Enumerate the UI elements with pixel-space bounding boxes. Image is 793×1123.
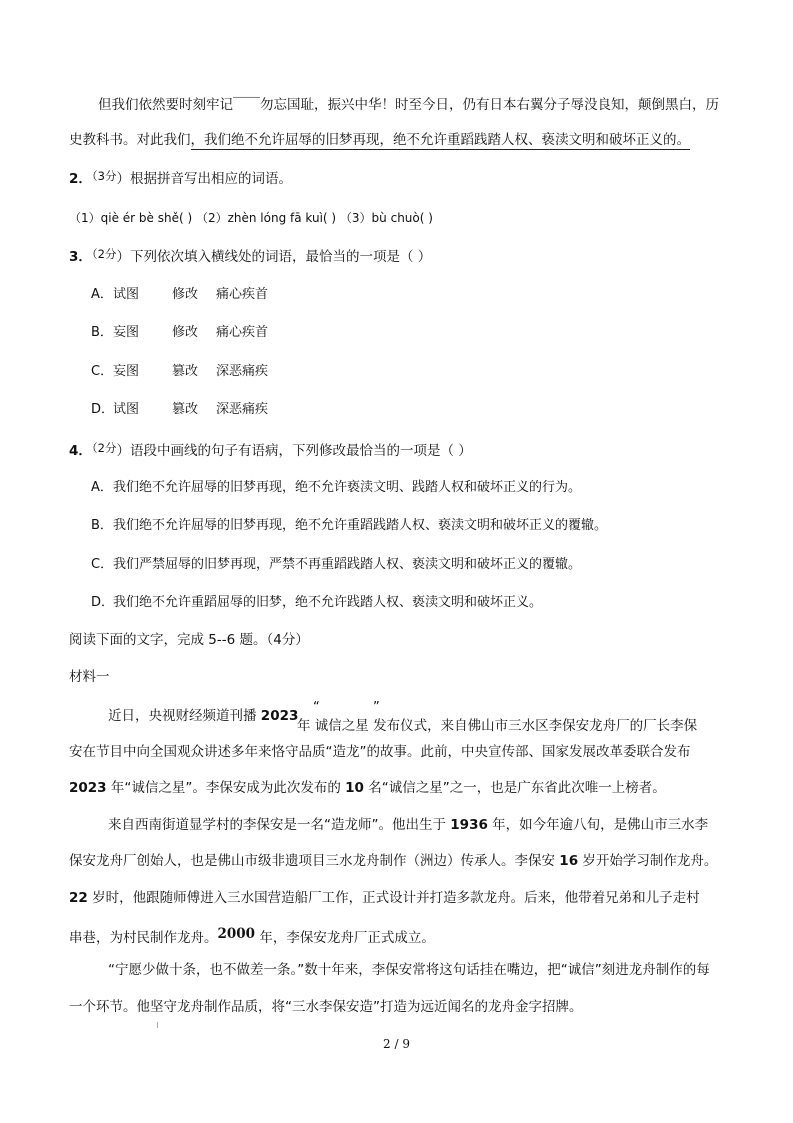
question-stem: ）下列依次填入横线处的词语，最恰当的一项是（ ） <box>116 249 432 265</box>
question-4 <box>69 438 472 461</box>
option-word-1: 试图 <box>113 402 140 417</box>
option-label: A． <box>91 287 113 302</box>
option-b <box>91 323 268 343</box>
text: 保安龙舟厂创始人，也是佛山市级非遗项目三水龙舟制作（洲边）传承人。李保安 <box>69 853 560 869</box>
year: 2023 <box>69 780 107 796</box>
count: 10 <box>345 780 364 796</box>
option-text: 我们绝不允许屈辱的旧梦再现，绝不允许重蹈践踏人权、亵渎文明和破坏正义的覆辙。 <box>113 518 608 533</box>
paragraph-1-line-1-cont: 年 诚信之星 发布仪式，来自佛山市三水区李保安龙舟厂的厂长李保 <box>297 718 698 734</box>
option-word-2: 篡改 <box>172 364 199 379</box>
year: 2023 <box>260 708 299 724</box>
text: 近日，央视财经频道刊播 <box>108 708 261 724</box>
option-word-3: 痛心疾首 <box>216 325 269 340</box>
text: 岁时，他跟随师傅进入三水国营造船厂工作，正式设计并打造多款龙舟。后来，他带着兄弟和儿子走村 <box>87 890 700 906</box>
question-3 <box>69 244 431 267</box>
option-label: A． <box>91 480 113 495</box>
page-number: 2 / 9 <box>383 1037 410 1051</box>
option-d <box>91 400 268 420</box>
option-d <box>91 593 542 613</box>
question-score: （2分 <box>91 441 117 455</box>
option-a <box>91 285 268 305</box>
margin-mark <box>157 1022 158 1028</box>
option-word-1: 妄图 <box>113 325 140 340</box>
pinyin-items: （1）qiè ér bè shě( ) （2）zhèn lóng fā kuì( ) （3）bù chuò( ) <box>69 211 433 225</box>
option-word-3: 痛心疾首 <box>216 287 269 302</box>
option-word-3: 深恶痛疾 <box>216 402 269 417</box>
option-c <box>91 362 268 382</box>
option-word-2: 篡改 <box>172 402 199 417</box>
option-word-3: 深恶痛疾 <box>216 364 269 379</box>
intro-line-2-start: 史教科书。对此我们 <box>69 132 191 148</box>
intro-line-2 <box>69 130 690 150</box>
close-quote: ” <box>373 700 380 715</box>
option-text: 我们绝不允许屈辱的旧梦再现，绝不允许亵渎文明、践踏人权和破坏正义的行为。 <box>113 480 582 495</box>
option-word-1: 试图 <box>113 287 140 302</box>
paragraph-1-line-3 <box>69 778 666 798</box>
question-number: 2． <box>69 171 92 187</box>
paragraph-3-line-1: “宁愿少做十条，也不做差一条。”数十年来，李保安常将这句话挂在嘴边，把“诚信”刻进龙舟制作的每 <box>108 962 710 978</box>
option-label: D． <box>91 402 115 417</box>
paragraph-2-line-4 <box>69 924 435 948</box>
paragraph-1-line-1 <box>108 706 298 726</box>
underlined-sentence: ，我们绝不允许屈辱的旧梦再现，绝不允许重蹈践踏人权、亵渎文明和破坏正义的。 <box>190 132 690 148</box>
question-number: 4． <box>69 443 92 459</box>
text: 年，如今年逾八旬，是佛山市三水李 <box>487 817 709 833</box>
age: 22 <box>69 890 88 906</box>
reading-instruction: 阅读下面的文字，完成 5--6 题。（4分） <box>69 632 309 648</box>
option-text: 我们绝不允许重蹈屈辱的旧梦，绝不允许践踏人权、亵渎文明和破坏正义。 <box>113 595 543 610</box>
option-label: C． <box>91 557 114 572</box>
option-text: 我们严禁屈辱的旧梦再现，严禁不再重蹈践踏人权、亵渎文明和破坏正义的覆辙。 <box>113 557 582 572</box>
option-a <box>91 478 581 498</box>
year: 2000 <box>217 926 256 942</box>
question-2 <box>69 166 292 189</box>
option-word-2: 修改 <box>172 325 199 340</box>
intro-line-1: 但我们依然要时刻牢记￣￣勿忘国耻，振兴中华！时至今日，仍有日本右翼分子辱没良知，颠倒黑白，历 <box>98 97 719 113</box>
question-stem: ）语段中画线的句子有语病，下列修改最恰当的一项是（ ） <box>116 443 472 459</box>
text: 年，李保安龙舟厂正式成立。 <box>255 930 435 946</box>
paragraph-2-line-3 <box>69 888 700 908</box>
option-c <box>91 555 581 575</box>
option-label: B． <box>91 325 113 340</box>
year: 1936 <box>450 817 488 833</box>
material-heading: 材料一 <box>69 669 110 685</box>
open-quote: “ <box>313 700 320 715</box>
text: 年“诚信之星”。李保安成为此次发布的 <box>106 780 346 796</box>
option-word-1: 妄图 <box>113 364 140 379</box>
question-stem: ）根据拼音写出相应的词语。 <box>116 171 292 187</box>
paragraph-3-line-2: 一个环节。他坚守龙舟制作品质，将“三水李保安造”打造为远近闻名的龙舟金字招牌。 <box>69 999 583 1015</box>
paragraph-2-line-1 <box>108 815 708 835</box>
option-label: B． <box>91 518 113 533</box>
option-word-2: 修改 <box>172 287 199 302</box>
question-number: 3． <box>69 249 92 265</box>
text: 岁开始学习制作龙舟。 <box>578 853 718 869</box>
paragraph-2-line-2 <box>69 851 717 871</box>
question-score: （2分 <box>91 247 117 261</box>
option-label: D． <box>91 595 115 610</box>
option-label: C． <box>91 364 114 379</box>
question-score: （3分 <box>91 169 117 183</box>
text: 串巷，为村民制作龙舟。 <box>69 930 218 946</box>
age: 16 <box>559 853 579 869</box>
text: 来自西南街道显学村的李保安是一名“造龙师”。他出生于 <box>108 817 451 833</box>
option-b <box>91 516 607 536</box>
text: 名“诚信之星”之一，也是广东省此次唯一上榜者。 <box>363 780 666 796</box>
paragraph-1-line-2: 安在节目中向全国观众讲述多年来恪守品质“造龙”的故事。此前，中央宣传部、国家发展改革委联合发布 <box>69 744 691 760</box>
